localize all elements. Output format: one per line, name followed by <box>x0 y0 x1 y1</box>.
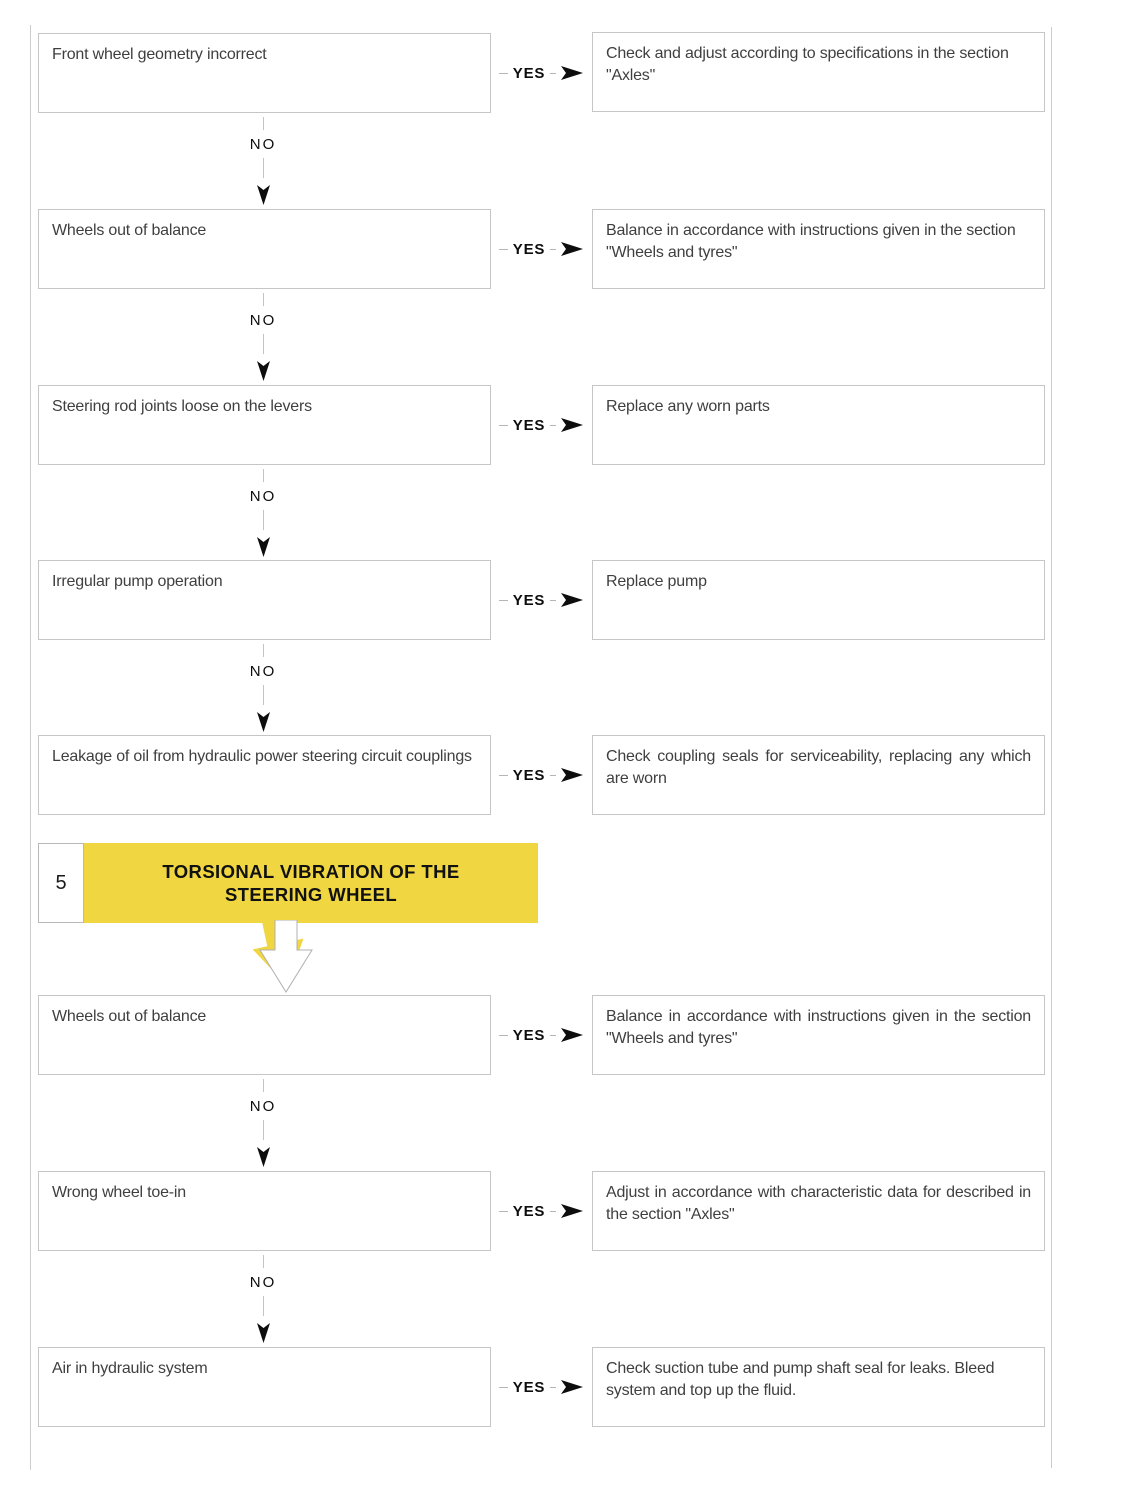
flow-down-arrow-icon <box>246 920 326 998</box>
dash <box>263 117 264 130</box>
yes-arrow-icon <box>561 593 583 607</box>
action-box <box>592 560 1045 640</box>
connector-line <box>263 510 264 530</box>
yes-arrow-icon <box>561 418 583 432</box>
condition-text: Front wheel geometry incorrect <box>52 46 267 63</box>
dash <box>550 600 556 601</box>
condition-text: Leakage of oil from hydraulic power steering circuit couplings <box>52 748 472 765</box>
condition-text: Wheels out of balance <box>52 1008 207 1025</box>
yes-label: YES <box>512 766 546 784</box>
dash <box>499 73 508 74</box>
no-label: NO <box>249 662 277 680</box>
no-connector <box>233 117 293 205</box>
dash <box>499 425 508 426</box>
action-text: Balance in accordance with instructions given in the section "Wheels and tyres" <box>606 222 1016 261</box>
dash <box>499 1035 508 1036</box>
dash <box>499 249 508 250</box>
condition-box <box>38 1347 491 1427</box>
yes-connector <box>492 590 590 610</box>
section-number-box <box>38 843 84 923</box>
action-text: Check suction tube and pump shaft seal for leaks. Bleed system and top up the fluid. <box>606 1360 995 1399</box>
no-label: NO <box>249 1273 277 1291</box>
page-right-rule <box>1051 27 1052 1468</box>
connector-line <box>263 1120 264 1140</box>
dash <box>263 1255 264 1268</box>
no-arrow-icon <box>257 361 270 381</box>
no-arrow-icon <box>257 185 270 205</box>
yes-connector <box>492 1201 590 1221</box>
yes-connector <box>492 63 590 83</box>
dash <box>550 249 556 250</box>
yes-connector <box>492 1377 590 1397</box>
condition-box <box>38 33 491 113</box>
condition-text: Wheels out of balance <box>52 222 207 239</box>
dash <box>499 1387 508 1388</box>
dash <box>263 469 264 482</box>
action-text: Replace pump <box>606 573 707 590</box>
condition-box <box>38 209 491 289</box>
action-text: Check coupling seals for serviceability, replacing any which are worn <box>606 748 1031 787</box>
yes-connector <box>492 765 590 785</box>
dash <box>499 1211 508 1212</box>
condition-box <box>38 560 491 640</box>
dash <box>550 775 556 776</box>
section-title-banner <box>84 843 538 923</box>
yes-arrow-icon <box>561 242 583 256</box>
page-left-rule <box>30 25 31 1470</box>
yes-arrow-icon <box>561 1204 583 1218</box>
yes-arrow-icon <box>561 768 583 782</box>
no-label: NO <box>249 135 277 153</box>
yes-label: YES <box>512 416 546 434</box>
condition-text: Steering rod joints loose on the levers <box>52 398 312 415</box>
yes-label: YES <box>512 240 546 258</box>
condition-text: Wrong wheel toe-in <box>52 1184 186 1201</box>
yes-arrow-icon <box>561 66 583 80</box>
dash <box>263 1079 264 1092</box>
yes-label: YES <box>512 1026 546 1044</box>
connector-line <box>263 1296 264 1316</box>
yes-connector <box>492 415 590 435</box>
connector-line <box>263 334 264 354</box>
yes-connector <box>492 239 590 259</box>
no-label: NO <box>249 311 277 329</box>
action-box <box>592 735 1045 815</box>
no-arrow-icon <box>257 537 270 557</box>
yes-label: YES <box>512 1202 546 1220</box>
dash <box>550 73 556 74</box>
yes-arrow-icon <box>561 1380 583 1394</box>
no-connector <box>233 1255 293 1343</box>
connector-line <box>263 685 264 705</box>
action-box <box>592 995 1045 1075</box>
dash <box>550 425 556 426</box>
dash <box>263 644 264 657</box>
dash <box>499 775 508 776</box>
no-arrow-icon <box>257 1147 270 1167</box>
action-box <box>592 385 1045 465</box>
condition-box <box>38 1171 491 1251</box>
section-title: TORSIONAL VIBRATION OF THE STEERING WHEEL <box>162 861 460 905</box>
dash <box>550 1387 556 1388</box>
condition-text: Irregular pump operation <box>52 573 223 590</box>
action-text: Check and adjust according to specifications in the section "Axles" <box>606 45 1009 84</box>
yes-label: YES <box>512 1378 546 1396</box>
action-box <box>592 32 1045 112</box>
condition-box <box>38 735 491 815</box>
action-box <box>592 1347 1045 1427</box>
condition-text: Air in hydraulic system <box>52 1360 208 1377</box>
yes-arrow-icon <box>561 1028 583 1042</box>
dash <box>550 1035 556 1036</box>
condition-box <box>38 995 491 1075</box>
yes-connector <box>492 1025 590 1045</box>
no-label: NO <box>249 487 277 505</box>
no-arrow-icon <box>257 1323 270 1343</box>
no-label: NO <box>249 1097 277 1115</box>
action-text: Balance in accordance with instructions given in the section "Wheels and tyres" <box>606 1008 1031 1047</box>
action-text: Adjust in accordance with characteristic data for described in the section "Axles" <box>606 1184 1031 1223</box>
dash <box>499 600 508 601</box>
no-connector <box>233 1079 293 1167</box>
no-arrow-icon <box>257 712 270 732</box>
section-number: 5 <box>55 871 67 894</box>
yes-label: YES <box>512 64 546 82</box>
condition-box <box>38 385 491 465</box>
action-text: Replace any worn parts <box>606 398 770 415</box>
action-box <box>592 1171 1045 1251</box>
no-connector <box>233 469 293 557</box>
connector-line <box>263 158 264 178</box>
dash <box>550 1211 556 1212</box>
yes-label: YES <box>512 591 546 609</box>
action-box <box>592 209 1045 289</box>
no-connector <box>233 293 293 381</box>
dash <box>263 293 264 306</box>
no-connector <box>233 644 293 732</box>
